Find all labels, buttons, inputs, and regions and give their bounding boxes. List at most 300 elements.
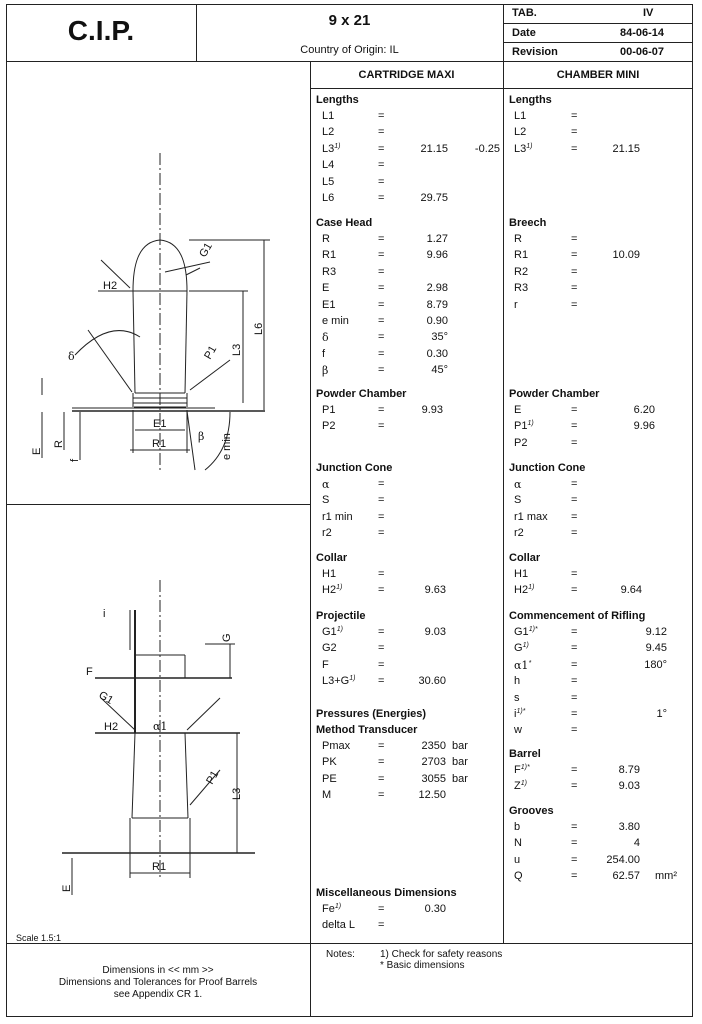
cartridge-case-eq: =: [378, 364, 385, 377]
chamber-lengths-eq: =: [571, 142, 578, 155]
cartridge-collar-eq: =: [378, 584, 385, 597]
pressures-title: Pressures (Energies): [316, 708, 427, 720]
cartridge-projectile-eq: =: [378, 626, 385, 638]
chamber-grooves-title: Grooves: [509, 805, 554, 817]
table-column-divider: [503, 61, 504, 943]
chamber-breech-eq: =: [571, 298, 578, 311]
proof-barrel-note: Dimensions and Tolerances for Proof Barrels: [58, 977, 258, 988]
cartridge-case-value: 35°: [431, 331, 448, 344]
chamber-lengths-name: [514, 110, 526, 123]
chamber-breech-eq: =: [571, 249, 578, 262]
footnote-marker: 1): [526, 142, 533, 150]
chamber-grooves-unit: mm²: [655, 870, 677, 883]
symbol: H1: [322, 568, 337, 580]
symbol: R: [514, 233, 522, 245]
tab-label: TAB.: [512, 7, 537, 19]
cartridge-case-eq: =: [378, 315, 385, 327]
symbol: R1: [514, 249, 529, 262]
chamber-rifling-name: [514, 692, 520, 705]
chamber-barrel-value: 8.79: [618, 764, 640, 776]
scale-note: Scale 1.5:1: [16, 933, 62, 943]
chamber-breech-eq: =: [571, 282, 578, 295]
cartridge-projectile-name: [322, 642, 337, 655]
chamber-lengths-eq: =: [571, 126, 578, 139]
cartridge-projectile-eq: =: [378, 642, 385, 655]
chamber-rifling-name: [514, 724, 522, 737]
cartridge-case-name: [322, 282, 329, 295]
appendix-note: see Appendix CR 1.: [113, 989, 203, 1000]
label-cart-G1: G1: [197, 240, 215, 260]
chamber-column-title: CHAMBER MINI: [556, 69, 640, 81]
symbol: δ: [322, 331, 329, 345]
cartridge-lengths-eq: =: [378, 142, 385, 155]
symbol: E: [514, 404, 522, 416]
date-label: Date: [512, 27, 536, 39]
country-of-origin: Country of Origin: IL: [300, 44, 399, 56]
symbol: w: [514, 724, 522, 737]
drawing-column-divider: [310, 61, 311, 943]
chamber-barrel-name: [514, 764, 530, 777]
chamber-rifling-name: [514, 659, 531, 673]
chamber-powder-value: 6.20: [633, 404, 655, 416]
cartridge-pressures-unit: bar: [452, 740, 468, 752]
symbol: L1: [514, 110, 527, 122]
label-cart-f: f: [69, 458, 81, 462]
cartridge-lengths-eq: =: [378, 126, 385, 139]
chamber-collar-eq: =: [571, 568, 578, 580]
chamber-junction-eq: =: [571, 478, 578, 490]
symbol: b: [514, 821, 521, 833]
symbol: R3: [514, 282, 529, 295]
symbol: R: [322, 233, 330, 245]
cartridge-case-value: 2.98: [426, 282, 448, 295]
chamber-powder-name: [514, 404, 521, 417]
chamber-breech-value: 10.09: [612, 249, 640, 262]
footnote-marker: 1)*: [520, 764, 530, 771]
cartridge-pressures-name: [322, 789, 331, 802]
symbol: M: [322, 789, 332, 802]
symbol: α: [514, 478, 522, 491]
cartridge-column-title: CARTRIDGE MAXI: [358, 69, 455, 81]
chamber-rifling-title: Commencement of Rifling: [509, 610, 646, 622]
cartridge-lengths-name: [322, 176, 334, 189]
chamber-junction-name: [514, 478, 521, 492]
symbol: L1: [322, 110, 335, 122]
note-basic-dims: * Basic dimensions: [380, 960, 465, 971]
cartridge-lengths-name: [322, 192, 334, 205]
footnote-marker: 1): [349, 675, 356, 683]
chamber-grooves-value: 4: [633, 837, 640, 850]
chamber-breech-eq: =: [571, 265, 578, 278]
label-barrel-F: F: [86, 666, 93, 678]
chamber-lengths-title: Lengths: [509, 94, 552, 106]
chamber-lengths-name: [514, 143, 532, 156]
symbol: P1: [322, 404, 336, 416]
cartridge-collar-title: Collar: [316, 552, 348, 564]
symbol: r2: [514, 527, 524, 540]
cartridge-pressures-name: [322, 740, 350, 753]
chamber-rifling-value: 9.45: [645, 642, 667, 655]
chamber-junction-name: [514, 511, 548, 524]
symbol: R2: [514, 265, 529, 278]
cartridge-lengths-eq: =: [378, 159, 385, 172]
cartridge-case-name: [322, 331, 329, 345]
cartridge-lengths-name: [322, 110, 334, 123]
column-title-divider: [310, 88, 693, 89]
label-cart-H2: H2: [103, 280, 118, 292]
cartridge-pressures-unit: bar: [452, 772, 468, 785]
cartridge-projectile-value: 9.03: [424, 626, 446, 638]
cartridge-projectile-title: Projectile: [316, 610, 366, 622]
chamber-collar-eq: =: [571, 584, 578, 597]
cartridge-powder-name: [322, 404, 335, 417]
cartridge-pressures-eq: =: [378, 789, 385, 802]
cartridge-lengths-name: [322, 126, 334, 139]
cartridge-junction-eq: =: [378, 478, 385, 490]
symbol: Z: [514, 780, 521, 793]
chamber-grooves-name: [514, 870, 523, 883]
symbol: delta L: [322, 919, 356, 932]
cartridge-lengths-value: 29.75: [420, 192, 448, 204]
symbol: R3: [322, 265, 337, 278]
footnote-marker: 1)*: [516, 708, 526, 715]
symbol: S: [322, 494, 330, 507]
cartridge-case-name: [322, 266, 336, 279]
chamber-junction-name: [514, 527, 524, 540]
cartridge-case-value: 0.30: [426, 347, 448, 360]
label-cart-L3: L3: [231, 343, 243, 356]
label-cart-P1: P1: [202, 343, 220, 362]
cartridge-powder-eq: =: [378, 420, 385, 433]
cartridge-projectile-name: [322, 626, 343, 639]
chamber-lengths-name: [514, 126, 526, 139]
cartridge-case-name: [322, 233, 330, 246]
cartridge-case-eq: =: [378, 265, 385, 278]
chamber-grooves-name: [514, 854, 520, 867]
cartridge-case-eq: =: [378, 233, 385, 245]
chamber-drawing: [6, 505, 310, 943]
cartridge-pressures-unit: bar: [452, 756, 468, 769]
chamber-collar-name: [514, 568, 528, 581]
chamber-collar-value: 9.64: [620, 584, 642, 597]
chamber-lengths-value: 21.15: [612, 142, 640, 155]
cartridge-misc-eq: =: [378, 903, 385, 915]
cartridge-junction-eq: =: [378, 494, 385, 507]
chamber-breech-name: [514, 282, 528, 295]
symbol: r1 max: [514, 510, 548, 523]
symbol: F: [322, 658, 329, 671]
chamber-grooves-value: 254.00: [606, 853, 640, 866]
chamber-rifling-name: [514, 626, 538, 639]
symbol: s: [514, 691, 520, 704]
footnote-marker: 1): [336, 626, 343, 633]
symbol: α1: [514, 658, 529, 672]
symbol: L3: [514, 142, 527, 155]
label-barrel-H2: H2: [104, 721, 119, 733]
cartridge-collar-name: [322, 584, 342, 597]
cartridge-collar-name: [322, 568, 336, 581]
chamber-grooves-value: 3.80: [618, 821, 640, 833]
label-cart-E1: E1: [153, 418, 167, 430]
label-cart-delta: δ: [68, 350, 75, 363]
symbol: r2: [322, 527, 332, 540]
chamber-barrel-eq: =: [571, 780, 578, 793]
chamber-rifling-eq: =: [571, 626, 578, 638]
footer-sep: [310, 943, 311, 1017]
symbol: G2: [322, 642, 337, 655]
symbol: R1: [322, 249, 337, 262]
cartridge-case-title: Case Head: [316, 217, 373, 229]
chamber-junction-eq: =: [571, 494, 578, 507]
symbol: G1: [322, 626, 337, 638]
dimensions-unit-note: Dimensions in << mm >>: [102, 965, 214, 976]
cartridge-case-name: [322, 299, 335, 312]
chamber-barrel-title: Barrel: [509, 748, 541, 760]
symbol: P1: [514, 420, 528, 433]
cartridge-lengths-name: [322, 143, 340, 156]
chamber-breech-title: Breech: [509, 217, 547, 229]
cartridge-drawing: [6, 62, 310, 504]
chamber-grooves-value: 62.57: [612, 870, 640, 883]
cartridge-junction-name: [322, 494, 329, 507]
note-safety: 1) Check for safety reasons: [380, 949, 503, 960]
chamber-junction-eq: =: [571, 510, 578, 523]
symbol: Q: [514, 870, 523, 883]
symbol: u: [514, 853, 521, 866]
symbol: G1: [514, 626, 529, 638]
chamber-breech-name: [514, 299, 518, 312]
chamber-breech-name: [514, 233, 522, 246]
symbol: L4: [322, 159, 335, 172]
footnote-marker: 1): [522, 642, 529, 650]
cartridge-powder-title: Powder Chamber: [316, 388, 407, 400]
cartridge-pressures-value: 2350: [421, 740, 446, 752]
cartridge-projectile-eq: =: [378, 658, 385, 671]
cartridge-misc-name: [322, 903, 341, 916]
footnote-marker: *: [528, 659, 532, 667]
symbol: L6: [322, 192, 335, 204]
cartridge-projectile-value: 30.60: [418, 675, 446, 688]
chamber-barrel-eq: =: [571, 764, 578, 776]
cartridge-pressures-eq: =: [378, 756, 385, 769]
symbol: PE: [322, 772, 337, 785]
cartridge-case-value: 1.27: [426, 233, 448, 245]
cartridge-misc-title: Miscellaneous Dimensions: [316, 887, 457, 899]
cartridge-lengths-eq: =: [378, 110, 385, 122]
symbol: G: [514, 642, 523, 655]
cartridge-pressures-value: 2703: [421, 756, 446, 769]
cartridge-lengths-value: 21.15: [420, 142, 448, 155]
cartridge-junction-name: [322, 478, 329, 492]
label-cart-R: R: [53, 440, 65, 448]
cartridge-lengths-eq: =: [378, 175, 385, 188]
footnote-marker: 1): [334, 903, 342, 910]
chamber-rifling-value: 9.12: [645, 626, 667, 638]
tab-value: IV: [643, 7, 654, 19]
date-value: 84-06-14: [620, 27, 665, 39]
cartridge-misc-eq: =: [378, 919, 385, 932]
symbol: H1: [514, 568, 529, 580]
symbol: e min: [322, 315, 349, 327]
cartridge-junction-name: [322, 527, 332, 540]
cartridge-projectile-eq: =: [378, 675, 385, 688]
chamber-powder-value: 9.96: [633, 420, 655, 433]
symbol: S: [514, 494, 522, 507]
cartridge-case-name: [322, 315, 349, 328]
cartridge-case-eq: =: [378, 331, 385, 344]
cartridge-junction-title: Junction Cone: [316, 462, 393, 474]
cartridge-pressures-eq: =: [378, 772, 385, 785]
chamber-breech-eq: =: [571, 233, 578, 245]
cartridge-case-eq: =: [378, 298, 385, 311]
symbol: F: [514, 764, 521, 776]
symbol: L3+G: [322, 675, 350, 688]
chamber-lengths-eq: =: [571, 110, 578, 122]
chamber-collar-title: Collar: [509, 552, 541, 564]
cartridge-pressures-value: 12.50: [418, 789, 446, 802]
header-date-row-line: [503, 42, 693, 43]
caliber-title: 9 x 21: [328, 12, 371, 29]
label-cart-L6: L6: [253, 322, 265, 335]
chamber-powder-title: Powder Chamber: [509, 388, 600, 400]
chamber-barrel-value: 9.03: [618, 780, 640, 793]
cartridge-case-eq: =: [378, 249, 385, 262]
cartridge-collar-eq: =: [378, 568, 385, 580]
label-barrel-L3: L3: [231, 787, 243, 800]
label-cart-E: E: [31, 447, 43, 455]
cartridge-case-value: 45°: [431, 364, 448, 377]
cartridge-case-value: 8.79: [426, 298, 448, 311]
chamber-rifling-eq: =: [571, 642, 578, 655]
cartridge-pressures-name: [322, 773, 337, 786]
chamber-junction-title: Junction Cone: [509, 462, 586, 474]
symbol: r: [514, 298, 518, 311]
chamber-powder-eq: =: [571, 436, 578, 449]
chamber-grooves-eq: =: [571, 821, 578, 833]
cartridge-powder-name: [322, 420, 335, 433]
cartridge-projectile-name: [322, 659, 329, 672]
symbol: i: [514, 708, 517, 720]
symbol: H2: [322, 584, 337, 597]
header-sep-2: [503, 4, 504, 61]
cartridge-powder-eq: =: [378, 404, 385, 416]
cartridge-case-value: 9.96: [426, 249, 448, 262]
label-barrel-R1: R1: [152, 861, 167, 873]
chamber-junction-name: [514, 494, 521, 507]
chamber-grooves-eq: =: [571, 853, 578, 866]
symbol: E: [322, 282, 330, 295]
chamber-junction-eq: =: [571, 527, 578, 540]
cartridge-lengths-eq: =: [378, 192, 385, 204]
cartridge-misc-value: 0.30: [424, 903, 446, 915]
footnote-marker: 1): [528, 584, 535, 592]
chamber-breech-name: [514, 266, 528, 279]
symbol: α: [322, 478, 330, 491]
label-barrel-alpha1: α1: [153, 720, 168, 733]
symbol: Fe: [322, 903, 335, 915]
label-cart-R1: R1: [152, 438, 167, 450]
cartridge-lengths-name: [322, 159, 334, 172]
chamber-grooves-name: [514, 821, 520, 834]
symbol: P2: [514, 436, 528, 449]
footnote-marker: 1): [527, 420, 534, 428]
cartridge-case-name: [322, 348, 325, 361]
chamber-barrel-name: [514, 780, 527, 793]
cartridge-case-name: [322, 364, 328, 378]
chamber-rifling-eq: =: [571, 724, 578, 737]
footnote-marker: 1): [336, 584, 343, 592]
symbol: L2: [322, 126, 335, 139]
label-barrel-E: E: [61, 884, 73, 892]
chamber-breech-name: [514, 249, 528, 262]
label-cart-beta: β: [198, 430, 205, 443]
label-barrel-G1: G1: [96, 689, 116, 707]
cartridge-powder-value: 9.93: [421, 404, 443, 416]
chamber-powder-eq: =: [571, 420, 578, 433]
cartridge-case-name: [322, 249, 336, 262]
chamber-rifling-name: [514, 675, 520, 688]
footnote-marker: 1): [334, 142, 341, 150]
chamber-grooves-eq: =: [571, 870, 578, 883]
header-tab-row-line: [503, 23, 693, 24]
org-title: C.I.P.: [67, 15, 135, 46]
cartridge-junction-name: [322, 511, 353, 524]
symbol: r1 min: [322, 510, 353, 523]
cartridge-misc-name: [322, 919, 355, 932]
symbol: PK: [322, 756, 337, 769]
symbol: H2: [514, 584, 529, 597]
symbol: N: [514, 837, 522, 850]
chamber-rifling-eq: =: [571, 708, 578, 720]
cartridge-pressures-name: [322, 756, 337, 769]
cartridge-pressures-eq: =: [378, 740, 385, 752]
cartridge-junction-eq: =: [378, 510, 385, 523]
revision-value: 00-06-07: [620, 46, 665, 58]
symbol: E1: [322, 298, 336, 311]
symbol: P2: [322, 420, 336, 433]
chamber-rifling-value: 1°: [656, 708, 667, 720]
footnote-marker: 1): [520, 780, 527, 788]
chamber-rifling-eq: =: [571, 658, 578, 671]
label-barrel-P1: P1: [204, 768, 222, 787]
symbol: L5: [322, 175, 335, 188]
label-cart-emin: e min: [221, 433, 233, 460]
chamber-rifling-name: [514, 708, 525, 721]
symbol: L2: [514, 126, 527, 139]
cartridge-case-eq: =: [378, 282, 385, 295]
chamber-collar-name: [514, 584, 534, 597]
cartridge-junction-eq: =: [378, 527, 385, 540]
chamber-powder-name: [514, 420, 534, 433]
chamber-powder-eq: =: [571, 404, 578, 416]
cartridge-pressures-value: 3055: [421, 772, 446, 785]
chamber-powder-name: [514, 437, 527, 450]
footnote-marker: 1)*: [528, 626, 538, 633]
chamber-grooves-eq: =: [571, 837, 578, 850]
chamber-grooves-name: [514, 837, 522, 850]
label-barrel-i: i: [103, 608, 106, 620]
cartridge-pressures-title: Method Transducer: [316, 724, 418, 736]
notes-label: Notes:: [326, 949, 355, 960]
cartridge-lengths-tolerance: -0.25: [474, 142, 500, 155]
symbol: h: [514, 675, 521, 688]
chamber-rifling-eq: =: [571, 691, 578, 704]
footer-divider: [6, 943, 693, 944]
symbol: f: [322, 347, 326, 360]
cartridge-lengths-title: Lengths: [316, 94, 359, 106]
chamber-rifling-name: [514, 642, 529, 655]
chamber-rifling-value: 180°: [644, 658, 667, 671]
